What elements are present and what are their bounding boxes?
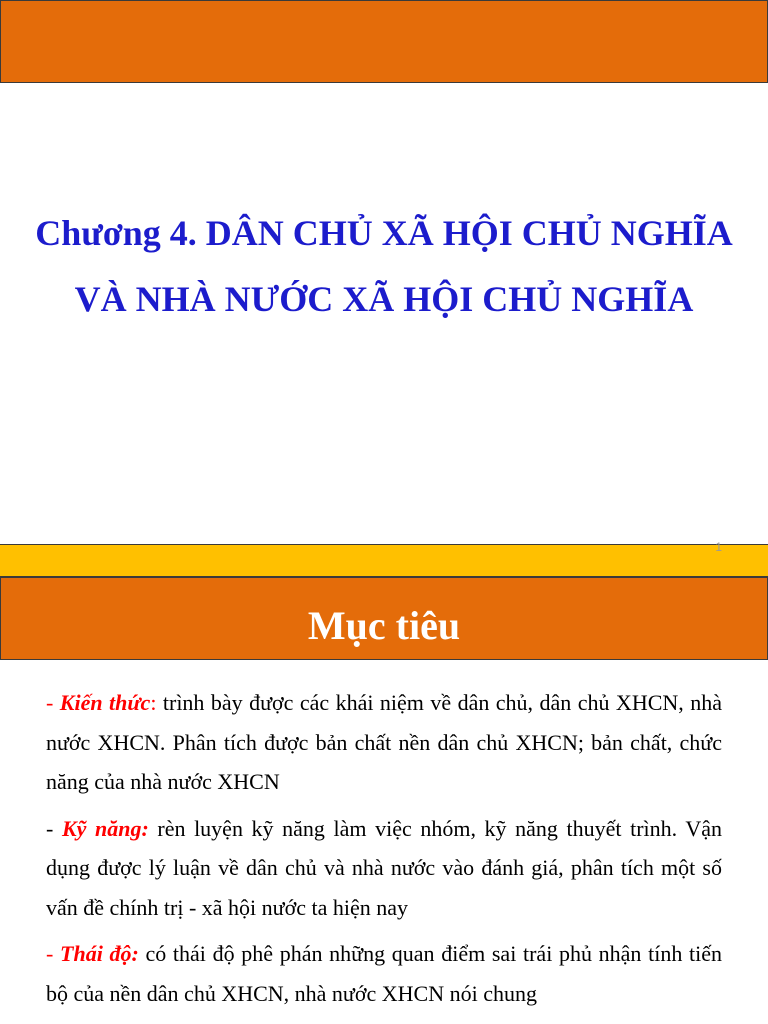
top-orange-bar — [0, 0, 768, 83]
objective-skills — [46, 809, 722, 928]
objective-term-knowledge: Kiến thức — [59, 690, 151, 715]
chapter-title — [0, 200, 768, 332]
objective-text-skills: rèn luyện kỹ năng làm việc nhóm, kỹ năng thuyết trình. Vận dụng được lý luận về dân chủ và nhà nước vào đánh giá, phân tích một số vấn đề chính trị - xã hội nước ta hiện nay — [46, 815, 722, 920]
bullet-dash: - — [46, 815, 62, 841]
chapter-title-line-1: Chương 4. DÂN CHỦ XÃ HỘI CHỦ NGHĨA — [35, 213, 733, 253]
bullet-dash: - — [46, 941, 61, 966]
objective-text-knowledge: trình bày được các khái niệm về dân chủ, dân chủ XHCN, nhà nước XHCN. Phân tích được bản chất nền dân chủ XHCN; bản chất, chức năng của nhà nước XHCN — [46, 690, 722, 794]
objectives-content — [46, 683, 722, 1020]
slide-divider-bar — [0, 544, 768, 577]
objective-term-attitude: Thái độ: — [60, 941, 139, 966]
bullet-dash: - — [46, 690, 60, 715]
objective-text-attitude: có thái độ phê phán những quan điểm sai trái phủ nhận tính tiến bộ của nền dân chủ XHCN, nhà nước XHCN nói chung — [46, 941, 722, 1006]
chapter-title-line-2: VÀ NHÀ NƯỚC XÃ HỘI CHỦ NGHĨA — [74, 279, 694, 319]
objectives-title: Mục tiêu — [307, 603, 461, 648]
objective-knowledge — [46, 683, 722, 802]
term-separator: : — [150, 690, 157, 715]
objective-term-skills: Kỹ năng: — [61, 815, 149, 841]
page-number: 1 — [715, 540, 722, 554]
objectives-header-bar — [0, 577, 768, 660]
objective-attitude — [46, 934, 722, 1013]
